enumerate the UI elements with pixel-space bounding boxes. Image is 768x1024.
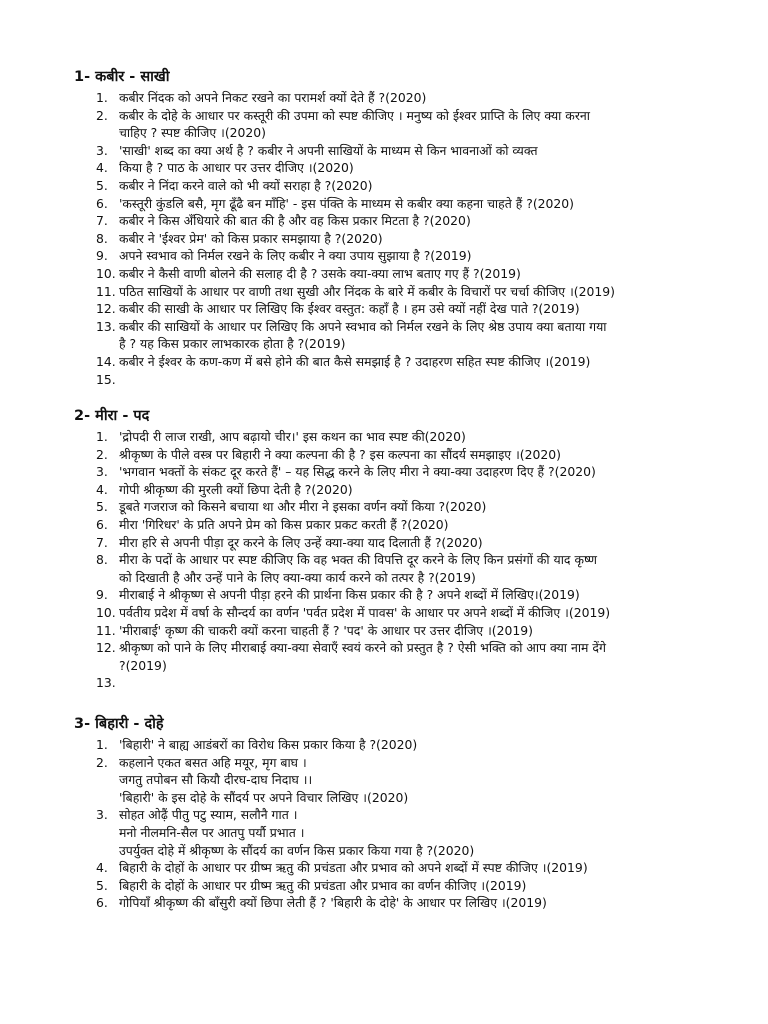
question-number: 1. (96, 429, 108, 444)
question-text: गोपियाँ श्रीकृष्ण की बाँसुरी क्यों छिपा लेती हैं ? 'बिहारी के दोहे' के आधार पर लिखिए ।(2019) (119, 895, 547, 911)
question-number: 3. (96, 142, 108, 158)
question-number: 2. (96, 446, 108, 462)
question-text: बिहारी के दोहों के आधार पर ग्रीष्म ऋतु की प्रचंडता और प्रभाव का वर्णन कीजिए ।(2019) (119, 877, 527, 893)
question-item (74, 894, 714, 912)
question-text: सोहत ओढ़ैं पीतु पटु स्याम, सलौनै गात । (119, 807, 298, 823)
section-bihari-dohe (74, 714, 714, 912)
question-item (74, 674, 714, 692)
question-text: उपर्युक्त दोहे में श्रीकृष्ण के सौंदर्य का वर्णन किस प्रकार किया गया है ?(2020) (119, 842, 475, 858)
question-number: 7. (96, 213, 108, 229)
question-number: 15. (96, 371, 116, 387)
question-item (74, 446, 714, 464)
question-text: 'द्रोपदी री लाज राखी, आप बढ़ायो चीर।' इस कथन का भाव स्पष्ट की(2020) (119, 429, 466, 444)
question-number: 5. (96, 177, 108, 193)
question-number: 12. (96, 640, 116, 656)
question-number: 9. (96, 587, 108, 603)
question-number: 1. (96, 90, 108, 105)
question-item (74, 353, 714, 371)
question-number: 6. (96, 516, 108, 532)
question-text: 'कस्तूरी कुंडलि बसै, मृग ढूँढै बन माँहि' - इस पंक्ति के माध्यम से कबीर क्या कहना चाहते हैं ?(2020) (119, 195, 575, 211)
question-item (74, 247, 714, 265)
question-number: 1. (96, 737, 108, 752)
question-item (74, 639, 714, 674)
question-text: 'बिहारी' ने बाह्य आडंबरों का विरोध किस प्रकार किया है ?(2020) (119, 737, 418, 752)
question-number: 12. (96, 301, 116, 317)
question-number: 4. (96, 860, 108, 876)
question-text: श्रीकृष्ण को पाने के लिए मीराबाई क्या-क्या सेवाएँ स्वयं करने को प्रस्तुत है ? ऐसी भक्ति को आप क्या नाम देंगे (119, 640, 606, 656)
question-item (74, 195, 714, 213)
question-number: 4. (96, 481, 108, 497)
question-number: 3. (96, 464, 108, 480)
question-text: मीरा हरि से अपनी पीड़ा दूर करने के लिए उन्हें क्या-क्या याद दिलाती हैं ?(2020) (119, 534, 483, 550)
question-text: कबीर ने किस अँधियारे की बात की है और वह किस प्रकार मिटता है ?(2020) (119, 213, 471, 229)
question-text: मनो नीलमनि-सैल पर आतपु पर्यौ प्रभात । (119, 824, 305, 840)
question-list (74, 89, 714, 388)
question-text: किया है ? पाठ के आधार पर उत्तर दीजिए ।(2020) (119, 160, 354, 176)
question-text: कबीर ने कैसी वाणी बोलने की सलाह दी है ? उसके क्या-क्या लाभ बताए गए हैं ?(2019) (119, 265, 521, 281)
question-item (74, 516, 714, 534)
question-text: अपने स्वभाव को निर्मल रखने के लिए कबीर ने क्या उपाय सुझाया है ?(2019) (119, 248, 472, 264)
question-number: 6. (96, 195, 108, 211)
section-heading: 2- मीरा - पद (74, 408, 150, 424)
question-number: 14. (96, 353, 116, 369)
section-heading: 3- बिहारी - दोहे (74, 716, 164, 732)
question-item (74, 806, 714, 859)
question-text: बिहारी के दोहों के आधार पर ग्रीष्म ऋतु की प्रचंडता और प्रभाव को अपने शब्दों में स्पष्ट कीजिए ।(2019) (119, 860, 588, 876)
question-text: कहलाने एकत बसत अहि मयूर, मृग बाघ । (119, 754, 307, 770)
question-item (74, 463, 714, 481)
question-item (74, 604, 714, 622)
question-item (74, 318, 714, 353)
question-item (74, 159, 714, 177)
question-number: 5. (96, 877, 108, 893)
question-text: डूबते गजराज को किसने बचाया था और मीरा ने इसका वर्णन क्यों किया ?(2020) (119, 499, 487, 515)
question-item (74, 481, 714, 499)
question-item (74, 212, 714, 230)
question-number: 2. (96, 107, 108, 123)
question-item (74, 230, 714, 248)
question-number: 3. (96, 807, 108, 823)
question-item (74, 586, 714, 604)
question-text: है ? यह किस प्रकार लाभकारक होता है ?(2019) (119, 336, 346, 352)
question-text: कबीर की साखियों के आधार पर लिखिए कि अपने स्वभाव को निर्मल रखने के लिए श्रेष्ठ उपाय क्या बताया गया (119, 318, 607, 334)
question-item (74, 177, 714, 195)
question-item (74, 283, 714, 301)
question-list (74, 736, 714, 912)
question-text: 'साखी' शब्द का क्या अर्थ है ? कबीर ने अपनी साखियों के माध्यम से किन भावनाओं को व्यक्त (119, 142, 538, 158)
question-number: 11. (96, 283, 116, 299)
question-number: 9. (96, 248, 108, 264)
question-text: कबीर निंदक को अपने निकट रखने का परामर्श क्यों देते हैं ?(2020) (119, 90, 427, 105)
section-meera-pad (74, 406, 714, 692)
question-text: को दिखाती है और उन्हें पाने के लिए क्या-क्या कार्य करने को तत्पर है ?(2019) (119, 569, 476, 585)
question-number: 4. (96, 160, 108, 176)
question-text: जगतु तपोबन सौ कियौ दीरघ-दाघ निदाघ ।। (119, 772, 313, 788)
question-text: गोपी श्रीकृष्ण की मुरली क्यों छिपा देती है ?(2020) (119, 481, 353, 497)
question-text: कबीर की साखी के आधार पर लिखिए कि ईश्वर वस्तुत: कहाँ है । हम उसे क्यों नहीं देख पाते ?(2019) (119, 301, 580, 317)
question-item (74, 142, 714, 160)
question-item (74, 371, 714, 389)
question-item (74, 534, 714, 552)
question-number: 11. (96, 622, 116, 638)
question-item (74, 754, 714, 807)
question-text: कबीर के दोहे के आधार पर कस्तूरी की उपमा को स्पष्ट कीजिए । मनुष्य को ईश्वर प्राप्ति के लिए क्या करना (119, 107, 590, 123)
question-text: पर्वतीय प्रदेश में वर्षा के सौन्दर्य का वर्णन 'पर्वत प्रदेश में पावस' के आधार पर अपने शब्दों में कीजिए ।(2019) (119, 604, 611, 620)
question-number: 13. (96, 318, 116, 334)
question-text: मीरा 'गिरिधर' के प्रति अपने प्रेम को किस प्रकार प्रकट करती हैं ?(2020) (119, 516, 449, 532)
question-item (74, 428, 714, 446)
question-item (74, 265, 714, 283)
question-text: पठित साखियों के आधार पर वाणी तथा सुखी और निंदक के बारे में कबीर के विचारों पर चर्चा कीजिए ।(2019) (119, 283, 615, 299)
question-text: ?(2019) (119, 657, 167, 673)
question-text: कबीर ने निंदा करने वाले को भी क्यों सराहा है ?(2020) (119, 177, 373, 193)
question-number: 8. (96, 230, 108, 246)
question-item (74, 877, 714, 895)
question-number: 6. (96, 895, 108, 911)
question-text: मीराबाई ने श्रीकृष्ण से अपनी पीड़ा हरने की प्रार्थना किस प्रकार की है ? अपने शब्दों में लिखिए।(2019) (119, 587, 580, 603)
question-item (74, 736, 714, 754)
question-number: 5. (96, 499, 108, 515)
question-item (74, 622, 714, 640)
question-text (119, 371, 714, 389)
section-heading: 1- कबीर - साखी (74, 69, 170, 85)
question-text: चाहिए ? स्पष्ट कीजिए ।(2020) (119, 125, 267, 141)
question-text: कबीर ने 'ईश्वर प्रेम' को किस प्रकार समझाया है ?(2020) (119, 230, 383, 246)
question-text (119, 674, 714, 692)
question-item (74, 107, 714, 142)
question-item (74, 551, 714, 586)
question-number: 13. (96, 675, 116, 691)
question-text: मीरा के पदों के आधार पर स्पष्ट कीजिए कि वह भक्त की विपत्ति दूर करने के लिए किन प्रसंगों की याद कृष्ण (119, 552, 597, 568)
question-text: 'बिहारी' के इस दोहे के सौंदर्य पर अपने विचार लिखिए ।(2020) (119, 789, 409, 805)
question-item (74, 498, 714, 516)
section-kabir-sakhi (74, 67, 714, 388)
question-item (74, 300, 714, 318)
question-number: 10. (96, 265, 116, 281)
question-text: श्रीकृष्ण के पीले वस्त्र पर बिहारी ने क्या कल्पना की है ? इस कल्पना का सौंदर्य समझाइए ।(2020) (119, 446, 561, 462)
question-item (74, 859, 714, 877)
question-text: 'भगवान भक्तों के संकट दूर करते हैं' – यह सिद्ध करने के लिए मीरा ने क्या-क्या उदाहरण दिए हैं ?(2020) (119, 464, 596, 480)
question-number: 2. (96, 754, 108, 770)
question-text: 'मीराबाई' कृष्ण की चाकरी क्यों करना चाहती हैं ? 'पद' के आधार पर उत्तर दीजिए ।(2019) (119, 622, 533, 638)
question-text: कबीर ने ईश्वर के कण-कण में बसे होने की बात कैसे समझाई है ? उदाहरण सहित स्पष्ट कीजिए ।(2019) (119, 353, 591, 369)
question-number: 7. (96, 534, 108, 550)
question-list (74, 428, 714, 692)
question-number: 8. (96, 552, 108, 568)
question-item (74, 89, 714, 107)
question-number: 10. (96, 604, 116, 620)
